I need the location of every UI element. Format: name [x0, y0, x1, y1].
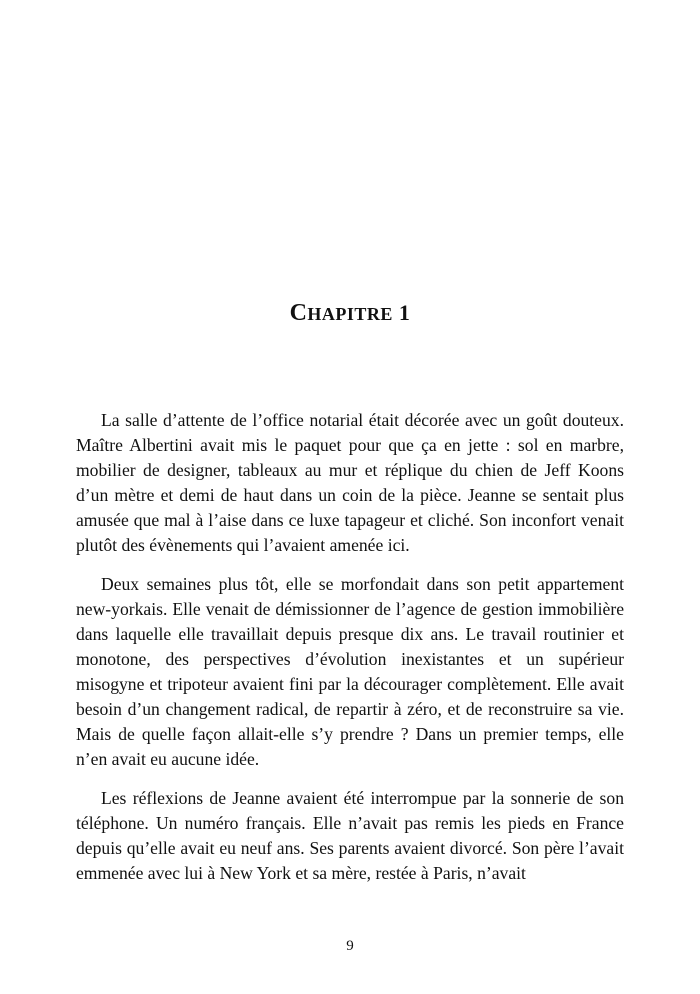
paragraph-3: Les réflexions de Jeanne avaient été interrompue par la sonnerie de son téléphone. Un numéro français. Elle n’avait pas remis les pieds en France depuis qu’elle avait eu neuf ans. Ses parents avaient divorcé. Son père l’avait emmenée avec lui à New York et sa mère, restée à Paris, n’avait	[76, 788, 624, 883]
chapter-heading-initial: C	[289, 300, 308, 326]
chapter-heading-word: HAPITRE	[307, 304, 393, 324]
page-number: 9	[346, 938, 354, 954]
paragraph-2: Deux semaines plus tôt, elle se morfondait dans son petit appartement new-yorkais. Elle venait de démissionner de l’agence de gestion immobilière dans laquelle elle travaillait depuis presque dix ans. Le travail routinier et monotone, des perspectives d’évolution inexistantes et un supérieur misogyne et tripoteur avaient fini par la décourager complètement. Elle avait besoin d’un changement radical, de repartir à zéro, et de reconstruire sa vie. Mais de quelle façon allait-elle s’y prendre ? Dans un premier temps, elle n’en avait eu aucune idée.	[76, 574, 624, 769]
chapter-heading	[0, 300, 700, 327]
chapter-body	[76, 408, 624, 900]
paragraph-1: La salle d’attente de l’office notarial était décorée avec un goût douteux. Maître Albertini avait mis le paquet pour que ça en jette : sol en marbre, mobilier de designer, tableaux au mur et réplique du chien de Jeff Koons d’un mètre et demi de haut dans un coin de la pièce. Jeanne se sentait plus amusée que mal à l’aise dans ce luxe tapageur et cliché. Son inconfort venait plutôt des évènements qui l’avaient amenée ici.	[76, 410, 624, 555]
chapter-number: 1	[398, 300, 411, 325]
